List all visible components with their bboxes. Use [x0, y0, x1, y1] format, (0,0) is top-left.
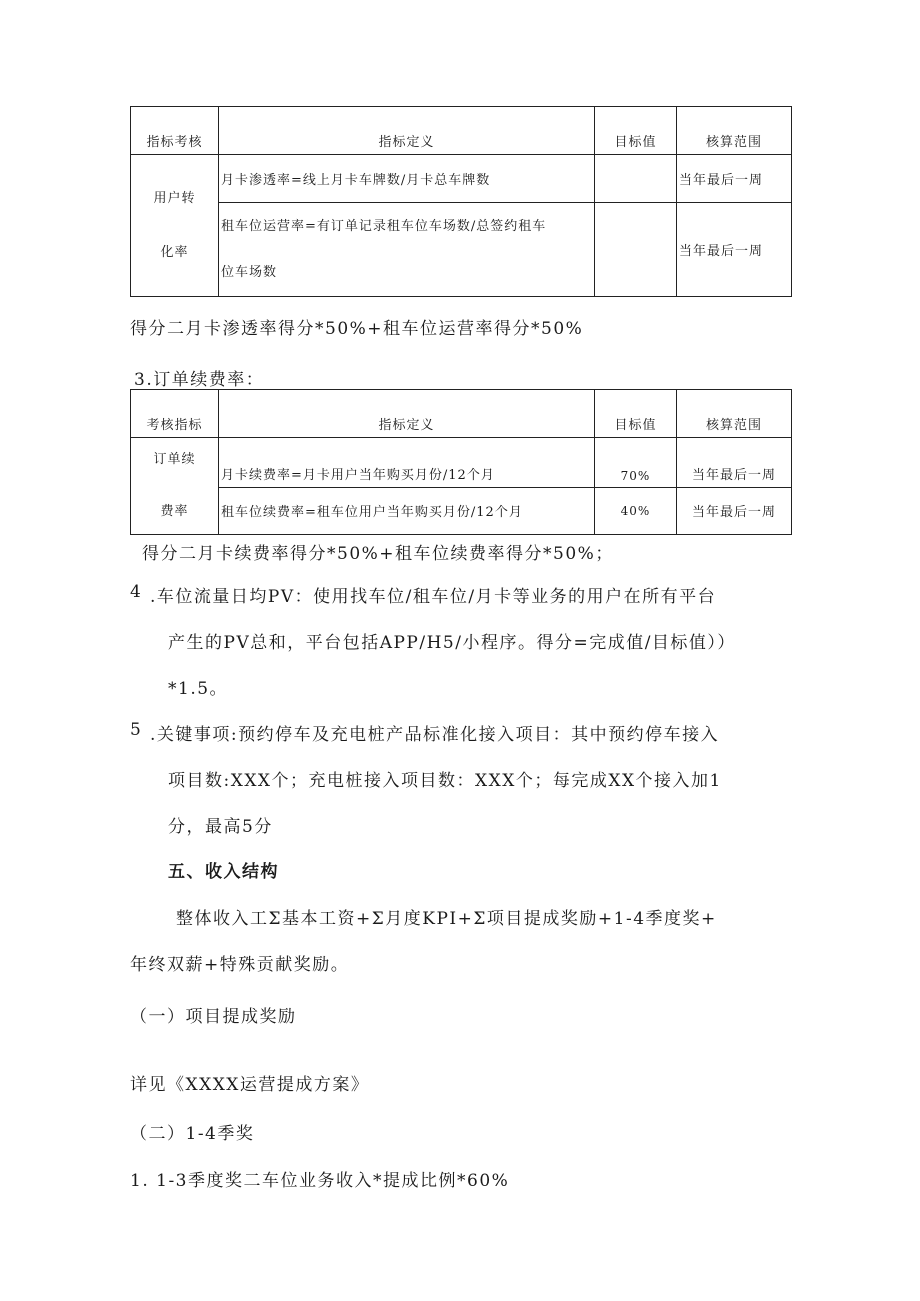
subsection-1-heading: （一）项目提成奖励 [130, 1007, 297, 1027]
definition-cell: 月卡渗透率=线上月卡车牌数/月卡总车牌数 [219, 155, 595, 203]
definition-line: 位车场数 [221, 264, 278, 280]
definition-line: 租车位运营率=有订单记录租车位车场数/总签约租车 [221, 218, 547, 234]
item-4-line1: .车位流量日均PV：使用找车位/租车位/月卡等业务的用户在所有平台 [150, 587, 717, 607]
definition-cell: 月卡续费率=月卡用户当年购买月份/12个月 [219, 438, 595, 488]
target-cell: 40% [595, 487, 677, 534]
score-formula-2: 得分二月卡续费率得分*50%+租车位续费率得分*50%； [142, 544, 614, 564]
scope-cell: 当年最后一周 [677, 155, 792, 203]
subsection-2-heading: （二）1-4季奖 [130, 1124, 255, 1144]
item-4-line2: 产生的PV总和，平台包括APP/H5/小程序。得分=完成值/目标值）） [168, 633, 736, 653]
item-5-number: 5 [130, 720, 143, 740]
kpi-table-conversion [130, 106, 792, 297]
definition-cell [219, 203, 595, 297]
header-kpi: 指标考核 [131, 107, 219, 155]
scope-cell: 当年最后一周 [677, 203, 792, 297]
income-structure-line2: 年终双薪+特殊贡献奖励。 [130, 955, 350, 975]
section-5-heading: 五、收入结构 [168, 862, 279, 882]
item-4-number: 4 [130, 582, 143, 602]
header-target: 目标值 [595, 390, 677, 438]
group-label-line1: 订单续 [153, 452, 196, 467]
item-5-line1: .关键事项:预约停车及充电桩产品标准化接入项目：其中预约停车接入 [150, 725, 720, 745]
header-definition: 指标定义 [219, 390, 595, 438]
subsection-1-text: 详见《XXXX运营提成方案》 [130, 1075, 370, 1095]
target-cell [595, 155, 677, 203]
header-target: 目标值 [595, 107, 677, 155]
section-3-title: 3.订单续费率： [134, 370, 265, 390]
kpi-table-renewal [130, 389, 792, 535]
income-structure-line1: 整体收入工Σ基本工资+Σ月度KPI+Σ项目提成奖励+1-4季度奖+ [176, 909, 717, 929]
group-label-line1: 用户转 [153, 190, 196, 206]
group-label-cell [131, 438, 219, 535]
header-scope: 核算范围 [677, 107, 792, 155]
target-cell: 70% [595, 438, 677, 488]
item-5-line3: 分，最高5分 [168, 817, 273, 837]
group-label-cell [131, 155, 219, 297]
target-cell [595, 203, 677, 297]
scope-cell: 当年最后一周 [677, 487, 792, 534]
header-definition: 指标定义 [219, 107, 595, 155]
score-formula-1: 得分二月卡渗透率得分*50%+租车位运营率得分*50% [130, 319, 584, 339]
subsection-2-item-1: 1. 1-3季度奖二车位业务收入*提成比例*60% [130, 1171, 510, 1191]
header-scope: 核算范围 [677, 390, 792, 438]
item-5-line2: 项目数:XXX个；充电桩接入项目数：XXX个；每完成XX个接入加1 [168, 771, 722, 791]
group-label-line2: 费率 [160, 504, 189, 519]
item-4-line3: *1.5。 [168, 679, 229, 699]
group-label-line2: 化率 [160, 244, 189, 260]
header-kpi: 考核指标 [131, 390, 219, 438]
definition-cell: 租车位续费率=租车位用户当年购买月份/12个月 [219, 487, 595, 534]
scope-cell: 当年最后一周 [677, 438, 792, 488]
